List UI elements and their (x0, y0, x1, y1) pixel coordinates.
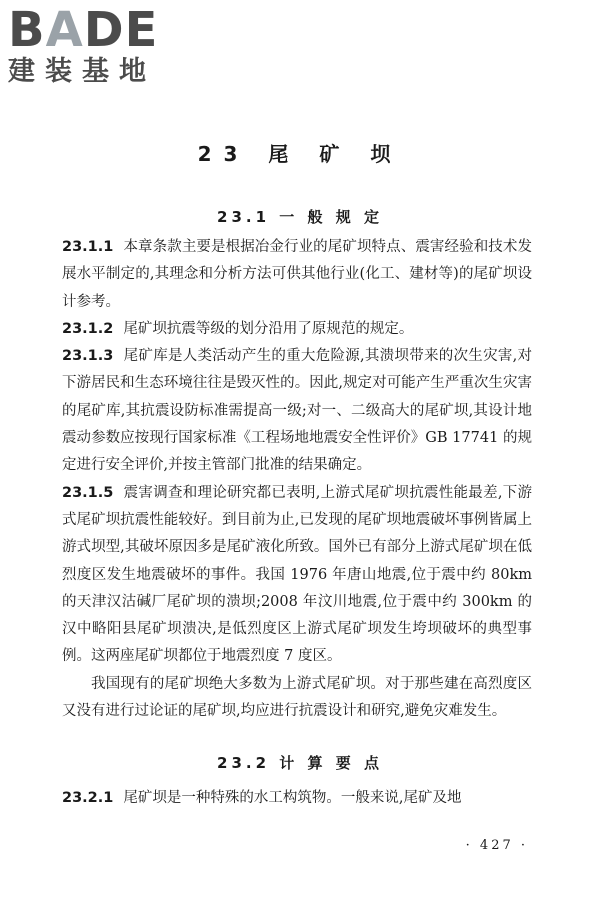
clause-text: 本章条款主要是根据冶金行业的尾矿坝特点、震害经验和技术发展水平制定的,其理念和分析方法可供其他行业(化工、建材等)的尾矿坝设计参考。 (62, 239, 532, 310)
clause-23-1-5-continued (62, 671, 532, 726)
paragraph-text: 我国现有的尾矿坝绝大多数为上游式尾矿坝。对于那些建在高烈度区又没有进行过论证的尾矿坝,均应进行抗震设计和研究,避免灾难发生。 (62, 675, 532, 720)
clause-23-2-1 (62, 785, 532, 812)
section-23-1-body (62, 234, 532, 725)
logo-wordmark: BADE (8, 2, 159, 58)
clause-number: 23.2.1 (62, 790, 114, 806)
section-23-2-body (62, 785, 532, 812)
clause-23-1-5 (62, 480, 532, 671)
clause-23-1-1 (62, 234, 532, 316)
page-number: · 427 · (465, 838, 528, 853)
clause-text: 震害调查和理论研究都已表明,上游式尾矿坝抗震性能最差,下游式尾矿坝抗震性能较好。到目前为止,已发现的尾矿坝地震破坏事例皆属上游式坝型,其破坏原因多是尾矿液化所致。国外已有部分上游式尾矿坝在低烈度区发生地震破坏的事件。我国 1976 年唐山地震,位于震中约 80km 的天津汉沽碱厂尾矿坝的溃坝;2008 年汶川地震,位于震中约 300km 的汉中略阳县尾矿坝溃决,是低烈度区上游式尾矿坝发生垮坝破坏的典型事例。这两座尾矿坝都位于地震烈度 7 度区。 (62, 484, 532, 665)
section-title-23-2: 23.2 计 算 要 点 (217, 754, 383, 772)
clause-number: 23.1.5 (62, 484, 114, 501)
clause-23-1-3 (62, 343, 532, 479)
clause-number: 23.1.2 (62, 320, 114, 337)
clause-number: 23.1.1 (62, 239, 114, 255)
clause-text: 尾矿库是人类活动产生的重大危险源,其溃坝带来的次生灾害,对下游居民和生态环境往往是毁灭性的。因此,规定对可能产生严重次生灾害的尾矿库,其抗震设防标准需提高一级;对一、二级高大的尾矿坝,其设计地震动参数应按现行国家标准《工程场地地震安全性评价》GB 17741 的规定进行安全评价,并按主管部门批准的结果确定。 (62, 348, 532, 474)
clause-number: 23.1.3 (62, 348, 114, 365)
chapter-title: 23 尾 矿 坝 (197, 142, 403, 166)
clause-text: 尾矿坝是一种特殊的水工构筑物。一般来说,尾矿及地 (123, 790, 462, 806)
section-title-23-1: 23.1 一 般 规 定 (217, 208, 383, 226)
logo-subtitle: 建装基地 (8, 56, 156, 87)
clause-23-1-2 (62, 316, 532, 343)
bade-logo (8, 2, 178, 88)
clause-text: 尾矿坝抗震等级的划分沿用了原规范的规定。 (123, 320, 414, 337)
